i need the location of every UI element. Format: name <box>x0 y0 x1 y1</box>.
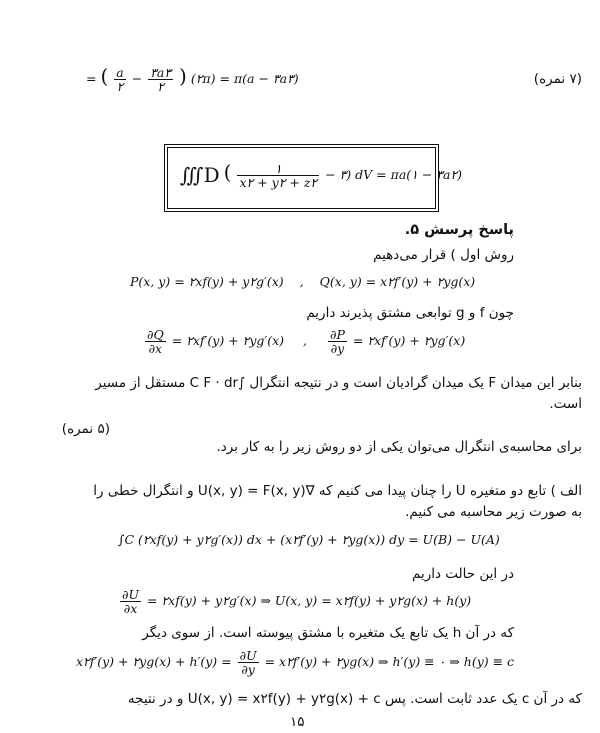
equals-sign: = <box>86 71 97 86</box>
fraction-den: x۲ + y۲ + z۲ <box>239 175 318 190</box>
equation-rest: − ۳) dV = πa(۱ − ۳a۲) <box>325 167 463 182</box>
fraction-den: ۲ <box>157 79 164 94</box>
in-this-case-text: در این حالت داریم <box>411 566 514 582</box>
fraction-num: ∂P <box>330 327 345 342</box>
question-5-title: پاسخ پرسش ۵. <box>404 222 514 238</box>
equation-partials <box>143 328 465 355</box>
equation-line-integral: ∫C (۲xf(y) + y۲g′(x)) dx + (x۲f′(y) + ۲yg(x)) dy = U(B) − U(A) <box>118 532 500 547</box>
fraction-den: ∂y <box>241 662 255 678</box>
equation-h <box>76 649 514 676</box>
where-c-text: که در آن c یک عدد ثابت است. پس U(x, y) = x۲f(y) + y۲g(x) + c و در نتیجه <box>127 691 582 707</box>
fraction-a-over-2 <box>114 66 125 93</box>
alef-line-2: به صورت زیر محاسبه می کنیم. <box>405 504 582 520</box>
therefore-line-1: بنابر این میدان F یک میدان گرادیان است و در نتیجه انتگرال ∫C F · dr مستقل از مسیر <box>95 375 582 391</box>
where-h-text: که در آن h یک تابع یک متغیره با مشتق پیوسته است. از سوی دیگر <box>142 625 514 641</box>
fraction-dp-dy <box>328 328 347 355</box>
fraction-reciprocal <box>237 162 319 189</box>
equation-rest: = x۲f′(y) + ۲yg(x) ⇒ h′(y) ≡ ۰ ⇒ h(y) ≡ c <box>264 654 515 670</box>
compute-text: برای محاسبه‌ی انتگرال می‌توان یکی از دو روش زیر را به کار برد. <box>216 439 582 455</box>
since-text: چون f و g توابعی مشتق پذیرند داریم <box>306 305 514 321</box>
separator: , <box>299 274 304 289</box>
equation-pq <box>130 274 475 289</box>
grade-label-7: (۷ نمره) <box>533 71 582 87</box>
fraction-num: ∂U <box>122 587 139 602</box>
dp-dy-value: = ۲xf′(y) + ۲yg′(x) <box>352 333 466 349</box>
fraction-den: ∂x <box>148 341 163 357</box>
page-number: ۱۵ <box>290 714 305 730</box>
separator: , <box>303 333 308 349</box>
fraction-den: ∂x <box>123 601 138 617</box>
equation-top: = ( $\frac{a}{۲}$ − $\frac{۳a۳}{۲}$ ) (۲π) = π(a − ۳a۳) <box>86 64 299 94</box>
fraction-num: ۱ <box>237 162 319 176</box>
fraction-num: a <box>116 64 124 80</box>
p-definition: P(x, y) = ۲xf(y) + y۲g′(x) <box>130 274 284 289</box>
fraction-3a3-over-2 <box>148 66 173 93</box>
fraction-dq-dx <box>145 328 166 355</box>
therefore-line-2: است. <box>549 396 582 412</box>
equation-rest: (۲π) = π(a − ۳a۳) <box>190 71 299 86</box>
fraction-den: ۲ <box>116 79 124 94</box>
triple-integral: ∭D <box>180 163 220 187</box>
fraction-num: ۳a۳ <box>150 64 172 80</box>
fraction-den: ∂y <box>330 341 345 357</box>
alef-line-1: الف ) تابع دو متغیره U را چنان پیدا می کنیم که ∇U(x, y) = F(x, y) و انتگرال خطی را <box>93 483 582 499</box>
fraction-num: ∂Q <box>147 327 164 342</box>
grade-label-5: (۵ نمره) <box>61 421 110 437</box>
method-one-text: روش اول ) قرار می‌دهیم <box>373 247 514 263</box>
dq-dx-value: = ۲xf′(y) + ۲yg′(x) <box>171 333 285 349</box>
fraction-num: ∂U <box>239 648 257 663</box>
q-definition: Q(x, y) = x۲f′(y) + ۲yg(x) <box>319 274 476 289</box>
equation-lhs: x۲f′(y) + ۲yg(x) + h′(y) = <box>76 654 232 670</box>
equation-rest: = ۲xf(y) + y۲g′(x) ⇒ U(x, y) = x۲f(y) + y۲g(x) + h(y) <box>146 593 472 609</box>
fraction-du-dy <box>238 649 259 676</box>
boxed-equation: ∭D ( $\frac{۱}{x۲ + y۲ + z۲}$ − ۳) dV = πa(۱ − ۳a۲) <box>180 160 463 190</box>
equation-du-dx <box>118 588 471 615</box>
fraction-du-dx <box>120 588 141 615</box>
minus-sign: − <box>131 71 143 86</box>
